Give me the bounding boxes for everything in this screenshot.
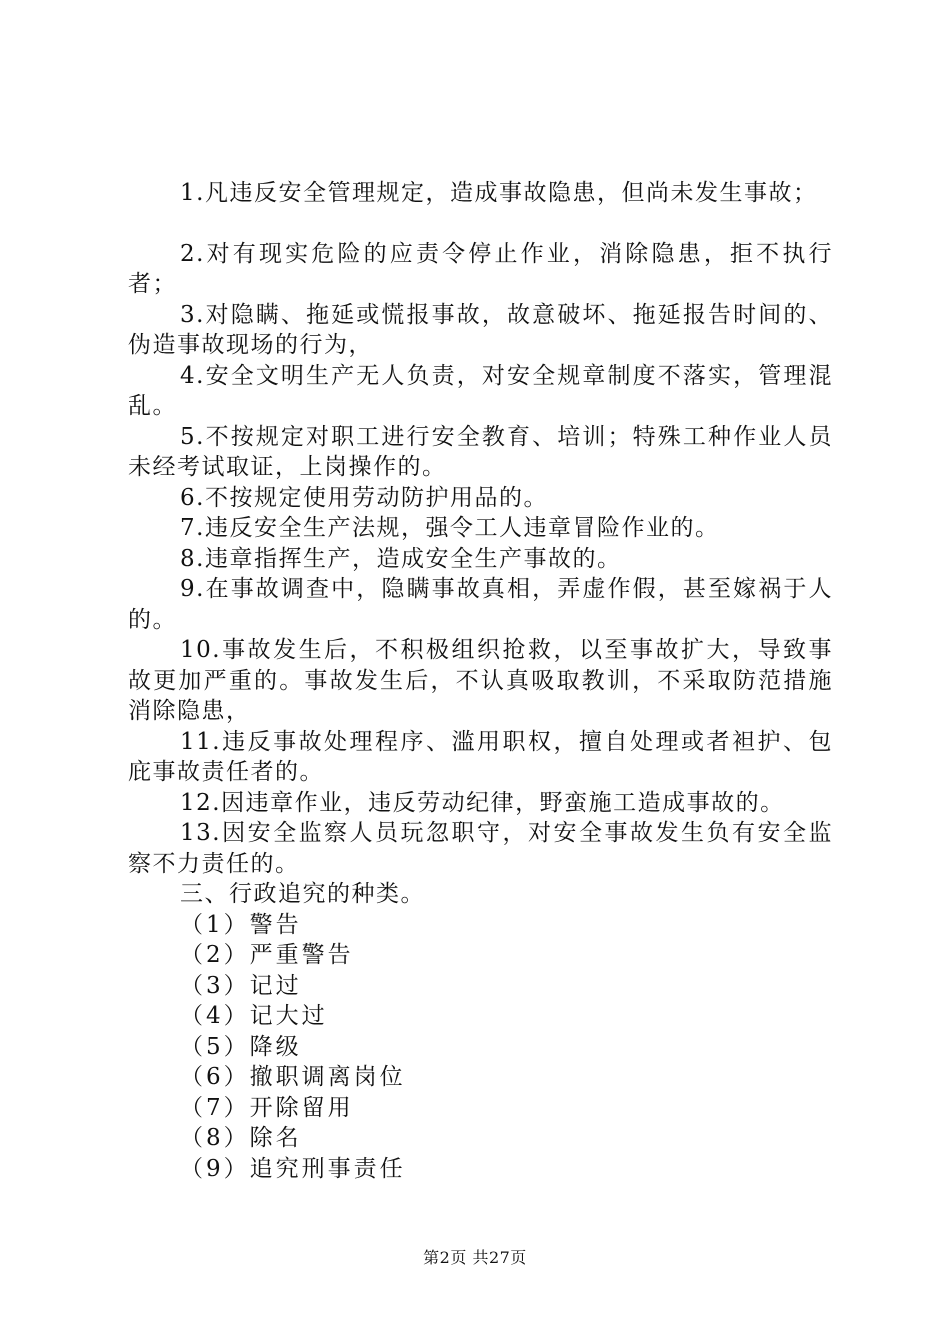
page-number-footer: 第2页 共27页 — [423, 1248, 527, 1267]
paragraph-4: 4.安全文明生产无人负责，对安全规章制度不落实，管理混乱。 — [128, 362, 833, 419]
penalty-item: （1）警告 — [180, 911, 302, 938]
paragraph-3: 3.对隐瞒、拖延或慌报事故，故意破坏、拖延报告时间的、伪造事故现场的行为， — [128, 301, 833, 358]
penalty-item: （6）撤职调离岗位 — [180, 1064, 406, 1090]
section-heading: 三、行政追究的种类。 — [180, 881, 425, 907]
penalty-item: （7）开除留用 — [180, 1094, 354, 1121]
paragraph-9: 9.在事故调查中，隐瞒事故真相，弄虚作假，甚至嫁祸于人的。 — [128, 576, 833, 633]
penalty-item: （5）降级 — [180, 1033, 302, 1060]
paragraph-1: 1.凡违反安全管理规定，造成事故隐患，但尚未发生事故； — [180, 180, 818, 206]
penalty-item: （8）除名 — [180, 1125, 302, 1151]
paragraph-8: 8.违章指挥生产，造成安全生产事故的。 — [180, 545, 622, 572]
paragraph-11: 11.违反事故处理程序、滥用职权，擅自处理或者袒护、包庇事故责任者的。 — [128, 728, 833, 785]
paragraph-2: 2.对有现实危险的应责令停止作业，消除隐患，拒不执行者； — [128, 240, 833, 297]
paragraph-13: 13.因安全监察人员玩忽职守，对安全事故发生负有安全监察不力责任的。 — [128, 820, 833, 877]
paragraph-7: 7.违反安全生产法规，强令工人违章冒险作业的。 — [180, 515, 720, 541]
penalty-list — [128, 910, 833, 1185]
paragraph-12: 12.因违章作业，违反劳动纪律，野蛮施工造成事故的。 — [180, 789, 785, 816]
penalty-item: （3）记过 — [180, 972, 302, 999]
paragraph-6: 6.不按规定使用劳动防护用品的。 — [180, 484, 548, 511]
paragraph-10: 10.事故发生后，不积极组织抢救，以至事故扩大，导致事故更加严重的。事故发生后，不认真吸取教训，不采取防范措施消除隐患， — [128, 637, 833, 724]
penalty-item: （4）记大过 — [180, 1003, 328, 1029]
paragraph-5: 5.不按规定对职工进行安全教育、培训；特殊工种作业人员未经考试取证，上岗操作的。 — [128, 423, 833, 480]
penalty-item: （9）追究刑事责任 — [180, 1155, 406, 1182]
document-body — [128, 178, 833, 1184]
penalty-item: （2）严重警告 — [180, 942, 354, 968]
